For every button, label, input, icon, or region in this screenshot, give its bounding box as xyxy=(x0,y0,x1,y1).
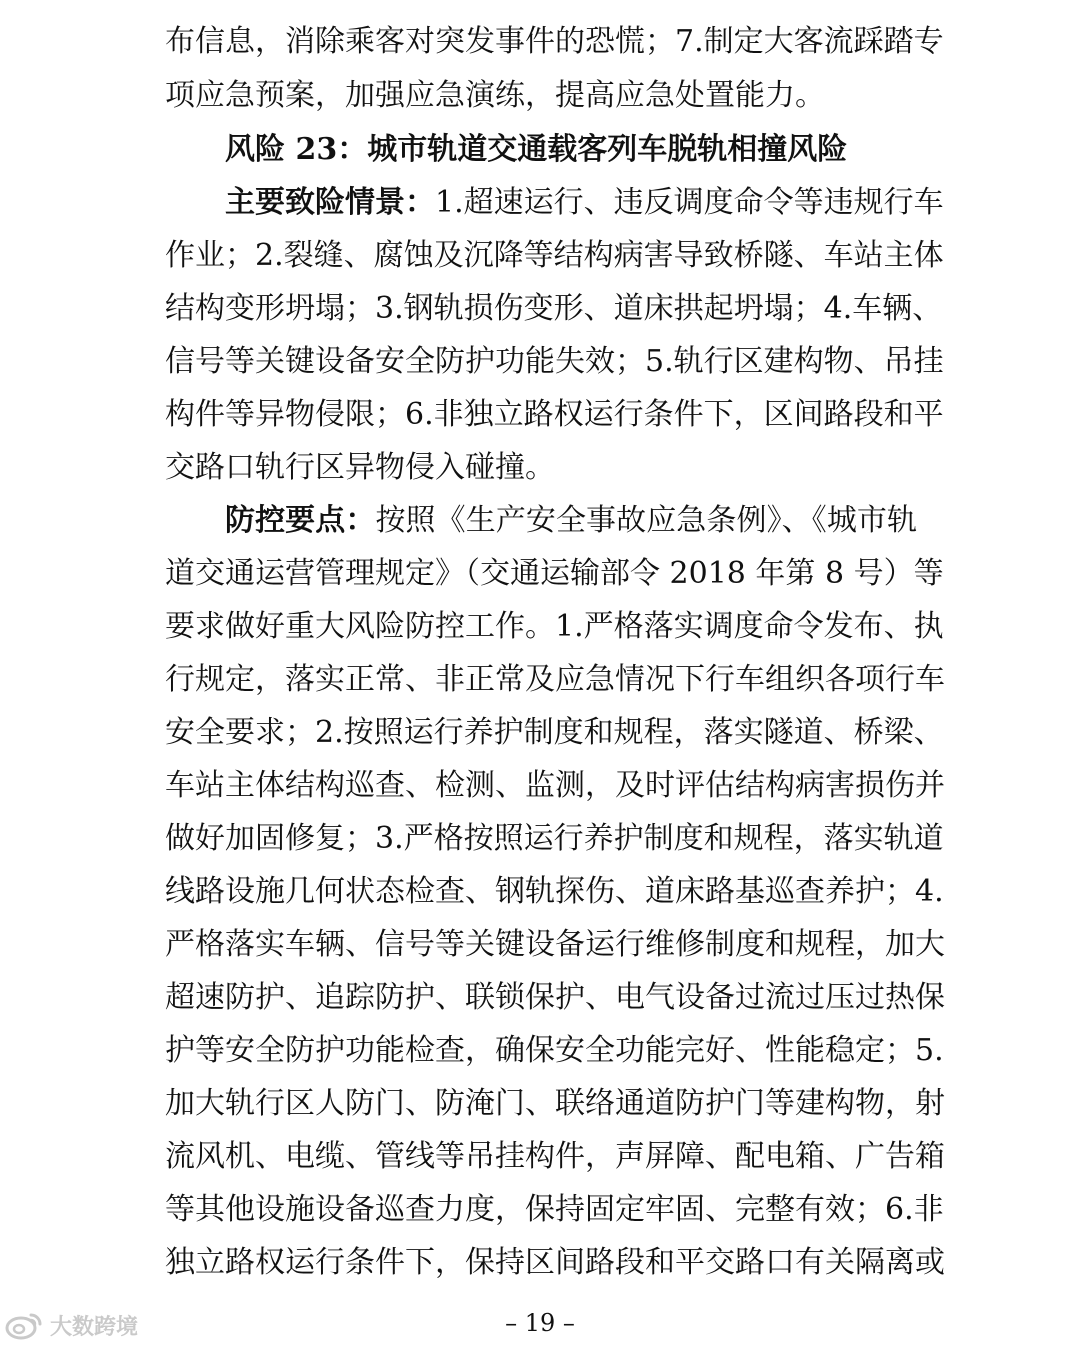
text-line: 安全要求；2.按照运行养护制度和规程，落实隧道、桥梁、 xyxy=(165,715,944,750)
scenario-label: 主要致险情景： xyxy=(225,185,435,220)
text-line: 护等安全防护功能检查，确保安全功能完好、性能稳定；5. xyxy=(165,1033,944,1068)
risk-heading: 风险 23：城市轨道交通载客列车脱轨相撞风险 xyxy=(225,132,848,167)
text-line: 超速防护、追踪防护、联锁保护、电气设备过流过压过热保 xyxy=(165,980,945,1015)
text-line: 严格落实车辆、信号等关键设备运行维修制度和规程，加大 xyxy=(165,927,945,962)
text-line: 要求做好重大风险防控工作。1.严格落实调度命令发布、执 xyxy=(165,609,944,644)
text-line: 等其他设施设备巡查力度，保持固定牢固、完整有效；6.非 xyxy=(165,1192,944,1227)
control-label: 防控要点： xyxy=(225,503,376,538)
text-line: 作业；2.裂缝、腐蚀及沉降等结构病害导致桥隧、车站主体 xyxy=(165,238,944,273)
control-first-line xyxy=(225,501,917,541)
text-line: 信号等关键设备安全防护功能失效；5.轨行区建构物、吊挂 xyxy=(165,344,944,379)
watermark xyxy=(4,1308,138,1342)
control-first-text: 按照《生产安全事故应急条例》、《城市轨 xyxy=(375,503,918,538)
text-line: 行规定，落实正常、非正常及应急情况下行车组织各项行车 xyxy=(165,662,945,697)
scenario-first-line xyxy=(225,183,944,223)
text-line: 交路口轨行区异物侵入碰撞。 xyxy=(165,450,555,485)
text-line: 独立路权运行条件下，保持区间路段和平交路口有关隔离或 xyxy=(165,1245,945,1280)
text-line: 项应急预案，加强应急演练，提高应急处置能力。 xyxy=(165,78,825,113)
text-line: 道交通运营管理规定》（交通运输部令 2018 年第 8 号）等 xyxy=(165,556,944,591)
text-line: 线路设施几何状态检查、钢轨探伤、道床路基巡查养护；4. xyxy=(165,874,944,909)
text-line: 做好加固修复；3.严格按照运行养护制度和规程，落实轨道 xyxy=(165,821,944,856)
text-line: 流风机、电缆、管线等吊挂构件，声屏障、配电箱、广告箱 xyxy=(165,1139,945,1174)
text-line: 布信息，消除乘客对突发事件的恐慌；7.制定大客流踩踏专 xyxy=(165,24,944,59)
weibo-logo-icon xyxy=(4,1310,44,1340)
watermark-text: 大数跨境 xyxy=(50,1314,139,1340)
text-line: 结构变形坍塌；3.钢轨损伤变形、道床拱起坍塌；4.车辆、 xyxy=(165,291,943,326)
scenario-first-text: 1.超速运行、违反调度命令等违规行车 xyxy=(435,185,944,220)
text-line: 车站主体结构巡查、检测、监测，及时评估结构病害损伤并 xyxy=(165,768,945,803)
text-line: 加大轨行区人防门、防淹门、联络通道防护门等建构物，射 xyxy=(165,1086,945,1121)
page-number: – 19 – xyxy=(505,1309,575,1337)
text-line: 构件等异物侵限；6.非独立路权运行条件下，区间路段和平 xyxy=(165,397,944,432)
